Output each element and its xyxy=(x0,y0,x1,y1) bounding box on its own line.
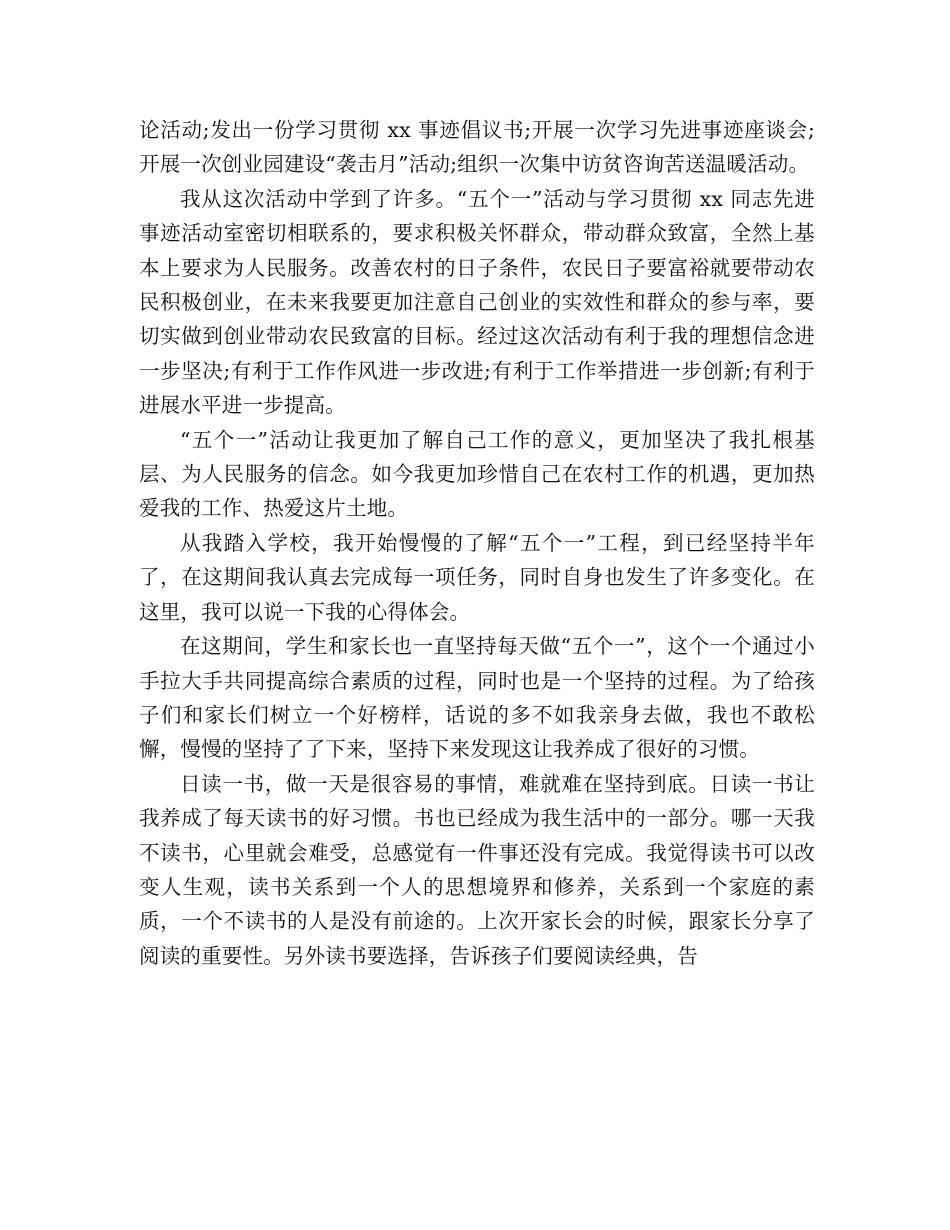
paragraph-3: “五个一”活动让我更加了解自己工作的意义，更加坚决了我扎根基层、为人民服务的信念。如今我更加珍惜自己在农村工作的机遇，更加热爱我的工作、热爱这片土地。 xyxy=(139,427,815,521)
paragraph-1-continuation: 论活动;发出一份学习贯彻 xx 事迹倡议书;开展一次学习先进事迹座谈会;开展一次创业园建设“袭击月”活动;组织一次集中访贫咨询苦送温暖活动。 xyxy=(139,118,815,177)
paragraph-5: 在这期间，学生和家长也一直坚持每天做“五个一”，这个一个通过小手拉大手共同提高综合素质的过程，同时也是一个坚持的过程。为了给孩子们和家长们树立一个好榜样，话说的多不如我亲身去做，我也不敢松懈，慢慢的坚持了了下来，坚持下来发现这让我养成了很好的习惯。 xyxy=(139,634,815,762)
paragraph-2: 我从这次活动中学到了许多。“五个一”活动与学习贯彻 xx 同志先进事迹活动室密切相联系的，要求积极关怀群众，带动群众致富，全然上基本上要求为人民服务。改善农村的日子条件，农民日子要富裕就要带动农民积极创业，在未来我要更加注意自己创业的实效性和群众的参与率，要切实做到创业带动农民致富的目标。经过这次活动有利于我的理想信念进一步坚决;有利于工作作风进一步改进;有利于工作举措进一步创新;有利于进展水平进一步提高。 xyxy=(139,186,815,418)
document-body xyxy=(139,113,815,973)
paragraph-4: 从我踏入学校，我开始慢慢的了解“五个一”工程，到已经坚持半年了，在这期间我认真去完成每一项任务，同时自身也发生了许多变化。在这里，我可以说一下我的心得体会。 xyxy=(139,530,815,624)
paragraph-6: 日读一书，做一天是很容易的事情，难就难在坚持到底。日读一书让我养成了每天读书的好习惯。书也已经成为我生活中的一部分。哪一天我不读书，心里就会难受，总感觉有一件事还没有完成。我觉得读书可以改变人生观，读书关系到一个人的思想境界和修养，关系到一个家庭的素质，一个不读书的人是没有前途的。上次开家长会的时候，跟家长分享了阅读的重要性。另外读书要选择，告诉孩子们要阅读经典，告 xyxy=(139,771,815,968)
